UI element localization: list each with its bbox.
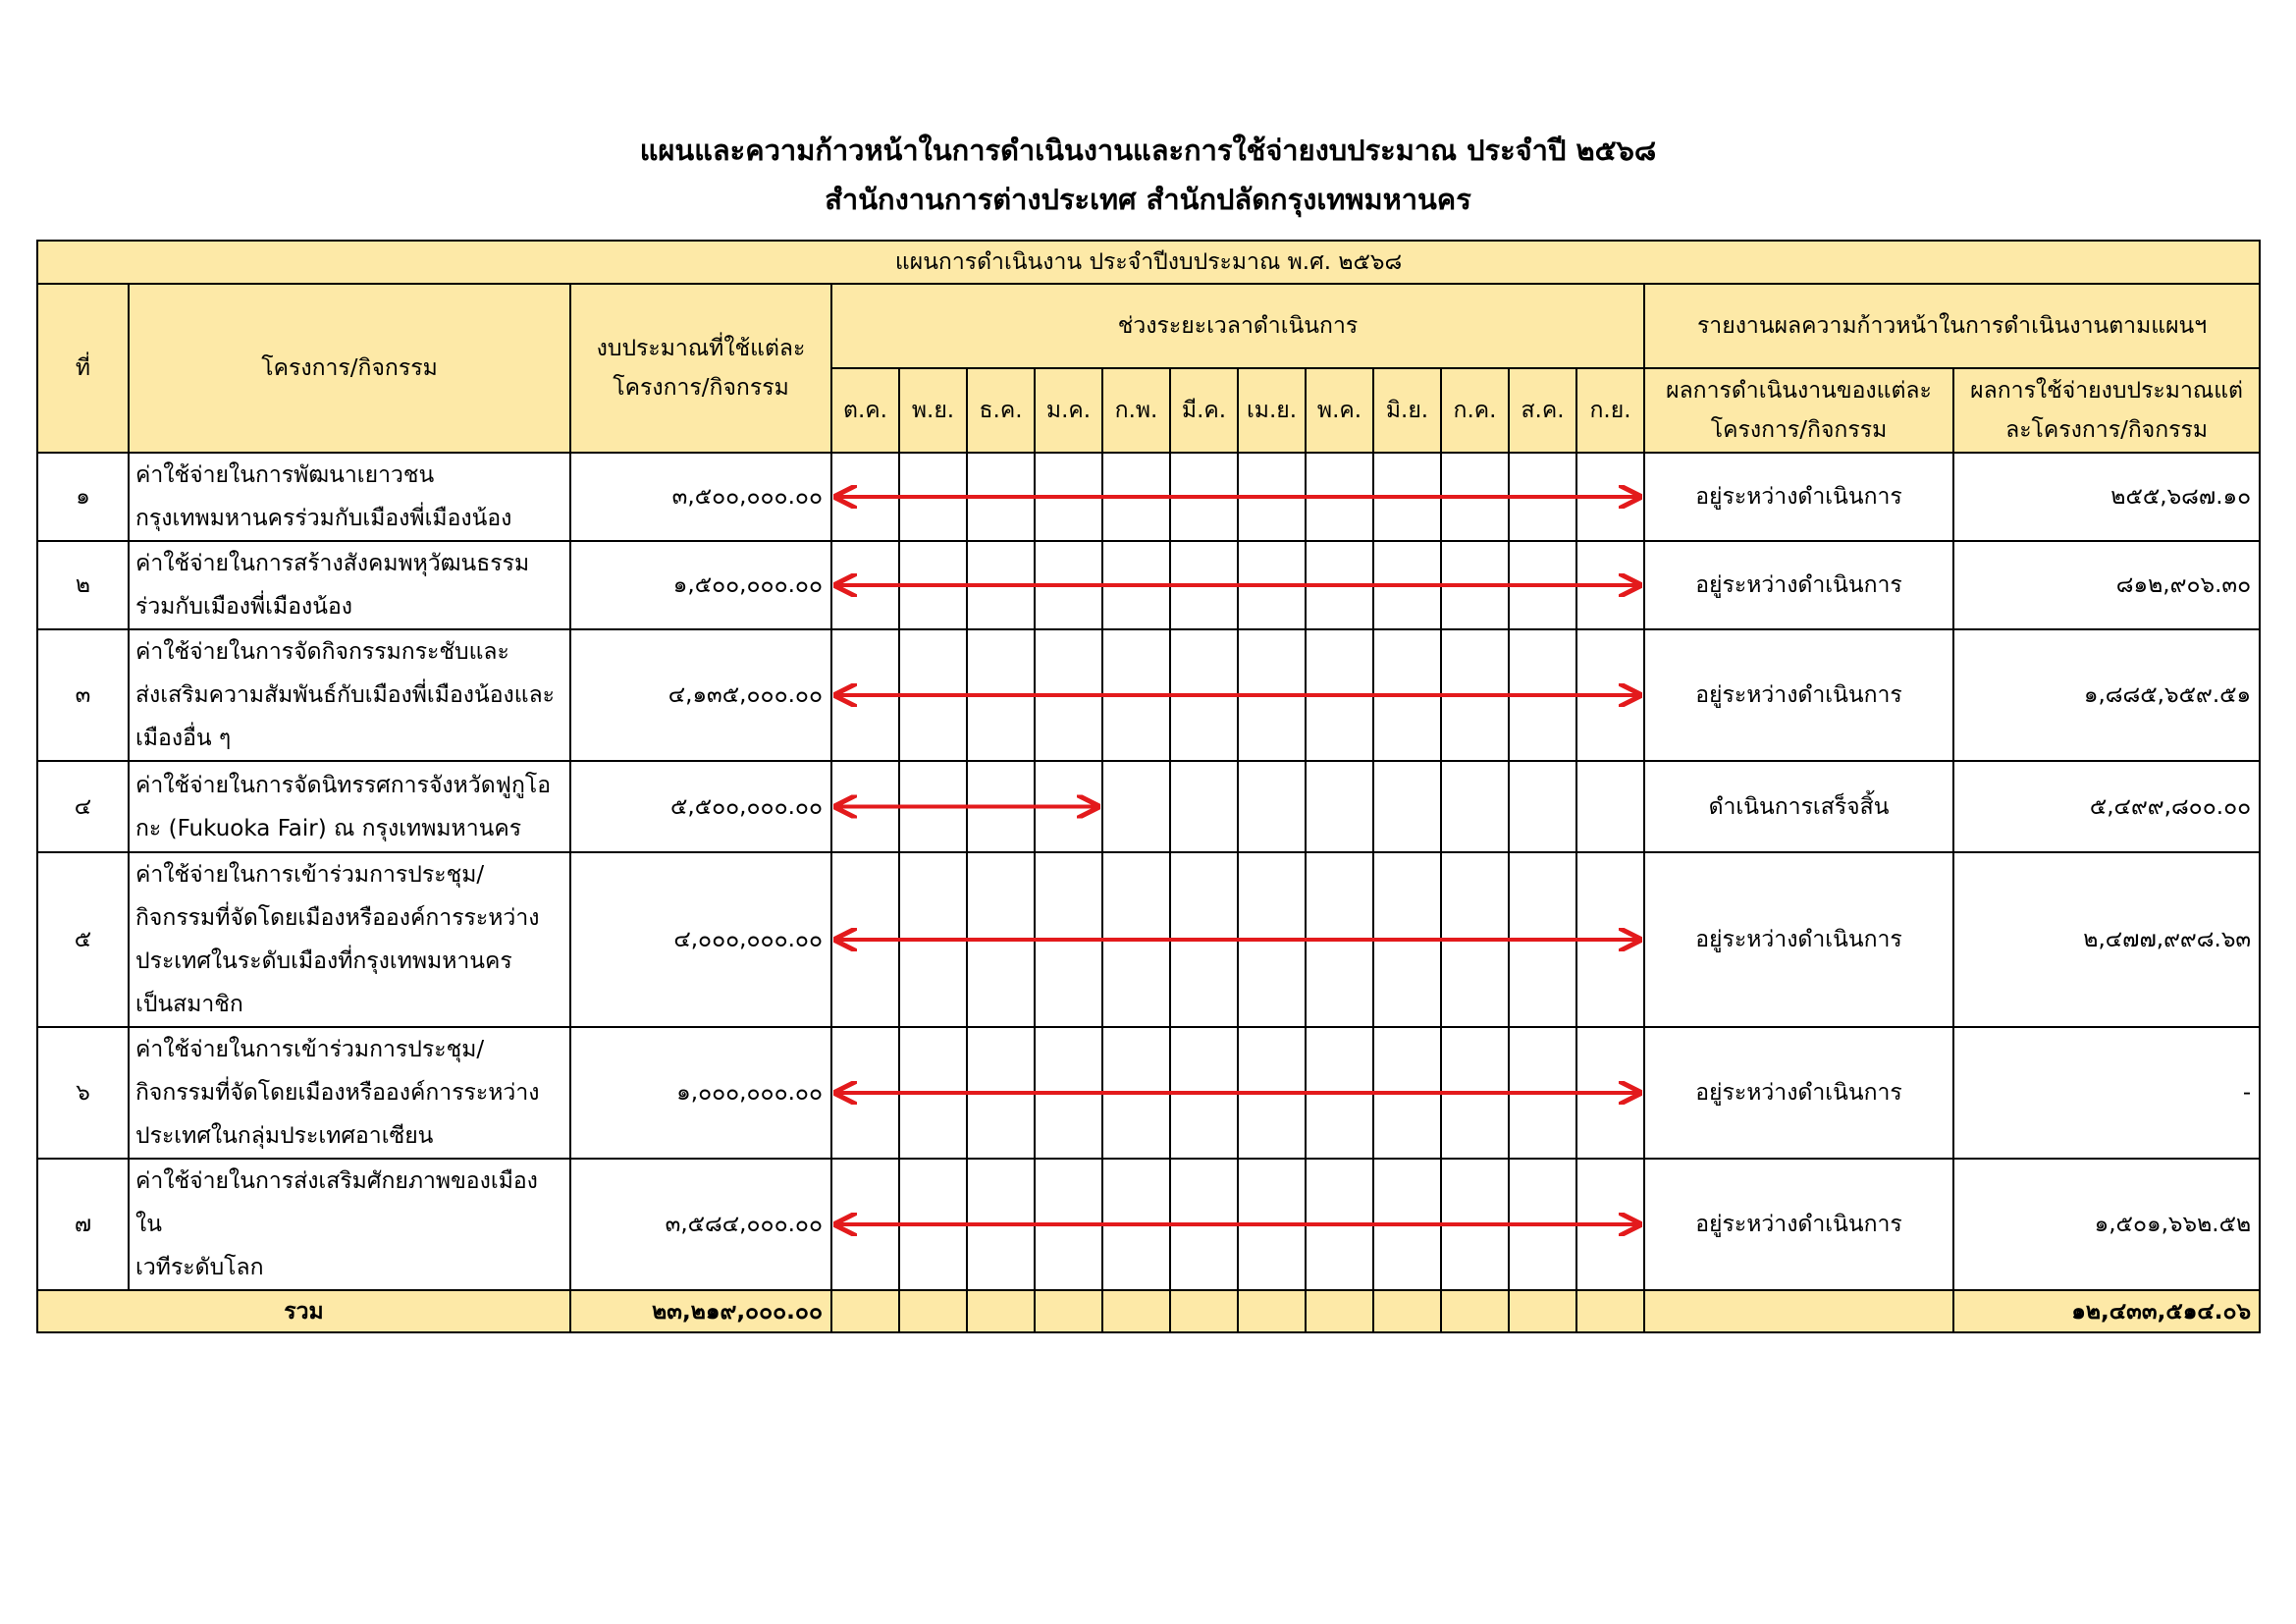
month-cell bbox=[1306, 761, 1373, 852]
month-cell bbox=[831, 541, 899, 629]
month-header: ม.ค. bbox=[1035, 368, 1102, 453]
project-budget: ๑,๐๐๐,๐๐๐.๐๐ bbox=[570, 1027, 831, 1159]
project-name bbox=[129, 761, 570, 852]
month-cell bbox=[1238, 1027, 1306, 1159]
month-cell bbox=[831, 629, 899, 761]
month-cell bbox=[967, 852, 1035, 1027]
month-cell bbox=[1238, 852, 1306, 1027]
month-cell bbox=[1035, 761, 1102, 852]
project-spent: - bbox=[1953, 1027, 2260, 1159]
month-header: ก.ย. bbox=[1576, 368, 1644, 453]
title-line-1: แผนและความก้าวหน้าในการดำเนินงานและการใช้จ่ายงบประมาณ ประจำปี ๒๕๖๘ bbox=[639, 134, 1657, 167]
project-name-line: ค่าใช้จ่ายในการเข้าร่วมการประชุม/ bbox=[135, 1037, 485, 1062]
month-header: มิ.ย. bbox=[1373, 368, 1441, 453]
month-cell bbox=[1441, 761, 1509, 852]
month-cell bbox=[1306, 1027, 1373, 1159]
header-budget-line2: โครงการ/กิจกรรม bbox=[613, 375, 789, 401]
title-line-2: สำนักงานการต่างประเทศ สำนักปลัดกรุงเทพมหานคร bbox=[825, 183, 1471, 216]
month-cell bbox=[1373, 1027, 1441, 1159]
month-cell bbox=[1441, 852, 1509, 1027]
row-number: ๑ bbox=[37, 453, 129, 541]
month-cell bbox=[1102, 852, 1170, 1027]
month-cell bbox=[1035, 629, 1102, 761]
month-cell bbox=[1576, 453, 1644, 541]
total-label: รวม bbox=[37, 1290, 570, 1332]
project-name-line: ค่าใช้จ่ายในการจัดกิจกรรมกระชับและ bbox=[135, 639, 509, 665]
project-name bbox=[129, 1159, 570, 1290]
project-spent: ๒,๔๗๗,๙๙๘.๖๓ bbox=[1953, 852, 2260, 1027]
table-banner: แผนการดำเนินงาน ประจำปีงบประมาณ พ.ศ. ๒๕๖๘ bbox=[37, 241, 2260, 284]
project-name-line: ร่วมกับเมืองพี่เมืองน้อง bbox=[135, 594, 353, 620]
project-name-line: ค่าใช้จ่ายในการพัฒนาเยาวชน bbox=[135, 462, 435, 488]
month-cell bbox=[1441, 1027, 1509, 1159]
month-cell bbox=[1238, 629, 1306, 761]
project-spent: ๘๑๒,๙๐๖.๓๐ bbox=[1953, 541, 2260, 629]
table-row bbox=[37, 852, 2260, 1027]
month-cell bbox=[1373, 852, 1441, 1027]
table-row bbox=[37, 1027, 2260, 1159]
header-no: ที่ bbox=[37, 284, 129, 453]
header-result bbox=[1644, 368, 1953, 453]
project-name-line: ค่าใช้จ่ายในการเข้าร่วมการประชุม/ bbox=[135, 862, 485, 888]
month-cell bbox=[1102, 761, 1170, 852]
month-cell bbox=[1576, 629, 1644, 761]
row-number: ๕ bbox=[37, 852, 129, 1027]
month-cell bbox=[1509, 629, 1576, 761]
project-name bbox=[129, 852, 570, 1027]
header-spent bbox=[1953, 368, 2260, 453]
month-cell bbox=[1102, 1027, 1170, 1159]
project-name-line: ประเทศในกลุ่มประเทศอาเซียน bbox=[135, 1123, 434, 1149]
project-status: อยู่ระหว่างดำเนินการ bbox=[1644, 1159, 1953, 1290]
month-cell bbox=[1306, 852, 1373, 1027]
month-cell bbox=[1238, 761, 1306, 852]
project-name-line: กะ (Fukuoka Fair) ณ กรุงเทพมหานคร bbox=[135, 815, 522, 841]
project-status: อยู่ระหว่างดำเนินการ bbox=[1644, 1027, 1953, 1159]
month-cell bbox=[1170, 541, 1238, 629]
project-status: อยู่ระหว่างดำเนินการ bbox=[1644, 541, 1953, 629]
month-cell bbox=[1306, 1159, 1373, 1290]
month-cell bbox=[1576, 541, 1644, 629]
project-name-line: ค่าใช้จ่ายในการจัดนิทรรศการจังหวัดฟูกูโอ bbox=[135, 772, 552, 798]
month-cell bbox=[899, 541, 967, 629]
month-cell bbox=[831, 852, 899, 1027]
month-header: ก.พ. bbox=[1102, 368, 1170, 453]
month-cell bbox=[967, 761, 1035, 852]
header-spent-line2: ละโครงการ/กิจกรรม bbox=[2005, 417, 2209, 443]
month-cell bbox=[1238, 541, 1306, 629]
month-cell bbox=[1170, 852, 1238, 1027]
month-header: ต.ค. bbox=[831, 368, 899, 453]
month-cell bbox=[1102, 541, 1170, 629]
project-name-line: ค่าใช้จ่ายในการสร้างสังคมพหุวัฒนธรรม bbox=[135, 551, 530, 576]
project-name-line: กิจกรรมที่จัดโดยเมืองหรือองค์การระหว่าง bbox=[135, 1080, 540, 1106]
project-status: อยู่ระหว่างดำเนินการ bbox=[1644, 629, 1953, 761]
month-header: เม.ย. bbox=[1238, 368, 1306, 453]
month-cell bbox=[831, 761, 899, 852]
project-name-line: ประเทศในระดับเมืองที่กรุงเทพมหานคร bbox=[135, 948, 512, 974]
row-number: ๒ bbox=[37, 541, 129, 629]
month-cell bbox=[1102, 453, 1170, 541]
month-cell bbox=[1509, 1027, 1576, 1159]
month-cell bbox=[1170, 629, 1238, 761]
project-budget: ๔,๐๐๐,๐๐๐.๐๐ bbox=[570, 852, 831, 1027]
project-name-line: ค่าใช้จ่ายในการส่งเสริมศักยภาพของเมืองใน bbox=[135, 1168, 538, 1237]
table-row bbox=[37, 1159, 2260, 1290]
project-name bbox=[129, 541, 570, 629]
project-name-line: เมืองอื่น ๆ bbox=[135, 726, 232, 751]
month-cell bbox=[899, 453, 967, 541]
month-cell bbox=[1306, 453, 1373, 541]
month-header: พ.ย. bbox=[899, 368, 967, 453]
month-cell bbox=[967, 629, 1035, 761]
header-report: รายงานผลความก้าวหน้าในการดำเนินงานตามแผนฯ bbox=[1644, 284, 2260, 368]
row-number: ๓ bbox=[37, 629, 129, 761]
month-cell bbox=[1035, 453, 1102, 541]
month-header: พ.ค. bbox=[1306, 368, 1373, 453]
project-name-line: ส่งเสริมความสัมพันธ์กับเมืองพี่เมืองน้องและ bbox=[135, 682, 556, 708]
row-number: ๗ bbox=[37, 1159, 129, 1290]
month-cell bbox=[1441, 541, 1509, 629]
month-cell bbox=[1373, 541, 1441, 629]
month-cell bbox=[1509, 1159, 1576, 1290]
header-result-line1: ผลการดำเนินงานของแต่ละ bbox=[1666, 378, 1932, 404]
plan-table bbox=[36, 240, 2261, 1333]
month-cell bbox=[967, 1027, 1035, 1159]
month-cell bbox=[1238, 1159, 1306, 1290]
month-cell bbox=[1441, 453, 1509, 541]
project-name bbox=[129, 629, 570, 761]
month-cell bbox=[1576, 1159, 1644, 1290]
month-header: มี.ค. bbox=[1170, 368, 1238, 453]
month-cell bbox=[1170, 1027, 1238, 1159]
month-header: ธ.ค. bbox=[967, 368, 1035, 453]
month-cell bbox=[1509, 453, 1576, 541]
project-budget: ๔,๑๓๕,๐๐๐.๐๐ bbox=[570, 629, 831, 761]
project-name-line: เป็นสมาชิก bbox=[135, 992, 243, 1017]
month-cell bbox=[831, 1027, 899, 1159]
header-budget bbox=[570, 284, 831, 453]
project-name-line: กรุงเทพมหานครร่วมกับเมืองพี่เมืองน้อง bbox=[135, 506, 512, 531]
header-period: ช่วงระยะเวลาดำเนินการ bbox=[831, 284, 1644, 368]
header-result-line2: โครงการ/กิจกรรม bbox=[1710, 417, 1888, 443]
month-cell bbox=[1035, 852, 1102, 1027]
month-cell bbox=[1170, 1159, 1238, 1290]
month-header: ส.ค. bbox=[1509, 368, 1576, 453]
project-budget: ๕,๕๐๐,๐๐๐.๐๐ bbox=[570, 761, 831, 852]
month-cell bbox=[1576, 852, 1644, 1027]
month-cell bbox=[1441, 629, 1509, 761]
month-cell bbox=[899, 761, 967, 852]
total-budget: ๒๓,๒๑๙,๐๐๐.๐๐ bbox=[570, 1290, 831, 1332]
month-cell bbox=[1306, 541, 1373, 629]
month-cell bbox=[831, 1159, 899, 1290]
month-cell bbox=[899, 1159, 967, 1290]
project-spent: ๑,๘๘๕,๖๕๙.๕๑ bbox=[1953, 629, 2260, 761]
table-row bbox=[37, 453, 2260, 541]
month-cell bbox=[1373, 761, 1441, 852]
header-spent-line1: ผลการใช้จ่ายงบประมาณแต่ bbox=[1970, 378, 2243, 404]
month-cell bbox=[1373, 453, 1441, 541]
month-cell bbox=[899, 1027, 967, 1159]
row-number: ๖ bbox=[37, 1027, 129, 1159]
month-cell bbox=[1170, 453, 1238, 541]
month-cell bbox=[1102, 1159, 1170, 1290]
month-cell bbox=[831, 453, 899, 541]
month-cell bbox=[967, 1159, 1035, 1290]
month-cell bbox=[1509, 541, 1576, 629]
table-row bbox=[37, 629, 2260, 761]
month-cell bbox=[1035, 1159, 1102, 1290]
project-status: อยู่ระหว่างดำเนินการ bbox=[1644, 852, 1953, 1027]
month-cell bbox=[967, 541, 1035, 629]
project-spent: ๑,๕๐๑,๖๖๒.๕๒ bbox=[1953, 1159, 2260, 1290]
row-number: ๔ bbox=[37, 761, 129, 852]
header-budget-line1: งบประมาณที่ใช้แต่ละ bbox=[596, 336, 806, 361]
month-cell bbox=[1102, 629, 1170, 761]
header-project: โครงการ/กิจกรรม bbox=[129, 284, 570, 453]
project-budget: ๓,๕๘๔,๐๐๐.๐๐ bbox=[570, 1159, 831, 1290]
month-cell bbox=[1509, 852, 1576, 1027]
total-spent: ๑๒,๔๓๓,๕๑๔.๐๖ bbox=[1953, 1290, 2260, 1332]
month-cell bbox=[899, 629, 967, 761]
project-spent: ๒๕๕,๖๘๗.๑๐ bbox=[1953, 453, 2260, 541]
month-cell bbox=[1238, 453, 1306, 541]
month-cell bbox=[1306, 629, 1373, 761]
table-row bbox=[37, 541, 2260, 629]
project-budget: ๓,๕๐๐,๐๐๐.๐๐ bbox=[570, 453, 831, 541]
project-name bbox=[129, 453, 570, 541]
project-budget: ๑,๕๐๐,๐๐๐.๐๐ bbox=[570, 541, 831, 629]
month-cell bbox=[1373, 1159, 1441, 1290]
project-name bbox=[129, 1027, 570, 1159]
month-cell bbox=[1035, 541, 1102, 629]
project-spent: ๕,๔๙๙,๘๐๐.๐๐ bbox=[1953, 761, 2260, 852]
month-cell bbox=[967, 453, 1035, 541]
project-name-line: เวทีระดับโลก bbox=[135, 1255, 264, 1280]
month-cell bbox=[1373, 629, 1441, 761]
project-name-line: กิจกรรมที่จัดโดยเมืองหรือองค์การระหว่าง bbox=[135, 905, 540, 931]
table-row bbox=[37, 761, 2260, 852]
month-cell bbox=[1576, 1027, 1644, 1159]
month-cell bbox=[899, 852, 967, 1027]
month-cell bbox=[1035, 1027, 1102, 1159]
month-cell bbox=[1576, 761, 1644, 852]
project-status: ดำเนินการเสร็จสิ้น bbox=[1644, 761, 1953, 852]
month-cell bbox=[1509, 761, 1576, 852]
month-cell bbox=[1170, 761, 1238, 852]
month-cell bbox=[1441, 1159, 1509, 1290]
month-header: ก.ค. bbox=[1441, 368, 1509, 453]
project-status: อยู่ระหว่างดำเนินการ bbox=[1644, 453, 1953, 541]
